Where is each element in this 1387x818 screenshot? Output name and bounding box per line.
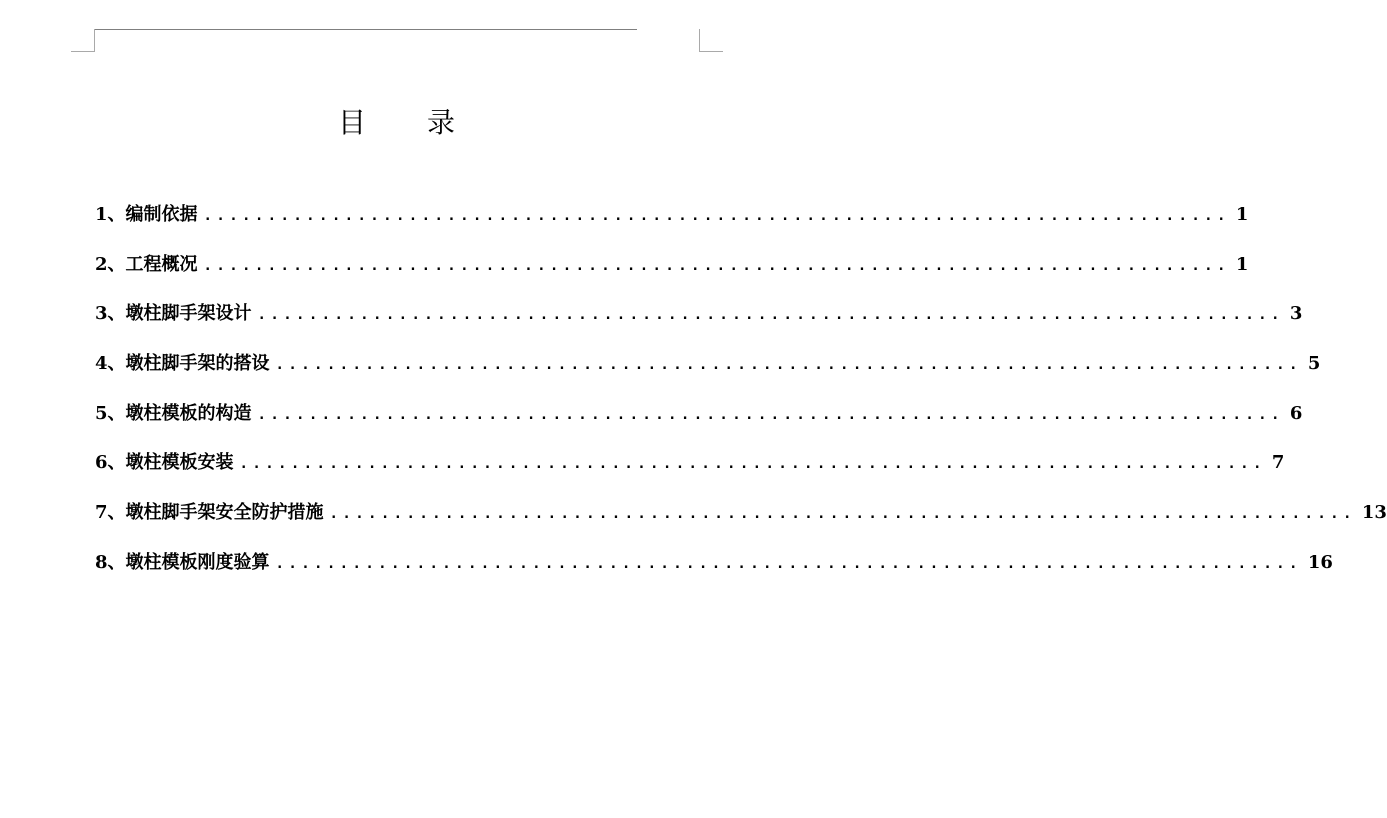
toc-entry-text: 墩柱脚手架安全防护措施	[125, 502, 324, 524]
toc-entry-page: 6	[1289, 402, 1303, 424]
toc-entry-page: 1	[1235, 204, 1249, 225]
toc-entry[interactable]	[95, 498, 1387, 548]
toc-title: 目 录	[338, 106, 481, 139]
toc-entry-page: 1	[1235, 253, 1249, 275]
toc-dot-leader: ................................................................................	[203, 257, 1230, 274]
toc-entry-text: 墩柱脚手架的搭设	[125, 353, 270, 375]
crop-mark-top-right-horizontal	[700, 51, 723, 52]
toc-entry[interactable]	[95, 399, 1303, 449]
toc-entry-number: 5、	[95, 402, 126, 424]
crop-mark-top-left-horizontal	[71, 51, 94, 52]
toc-entry-text: 工程概况	[125, 253, 198, 275]
toc-entry[interactable]	[95, 448, 1285, 498]
toc-entry-page: 5	[1307, 353, 1321, 375]
crop-mark-top-left-vertical	[94, 29, 95, 52]
toc-dot-leader: ................................................................................	[257, 307, 1284, 324]
toc-entry-number: 3、	[95, 303, 126, 325]
toc-entry-page: 7	[1271, 452, 1285, 474]
toc-entry-text: 墩柱模板的构造	[125, 402, 252, 424]
toc-entry[interactable]	[95, 299, 1303, 349]
toc-entry-number: 4、	[95, 353, 126, 375]
toc-entry-page: 16	[1307, 551, 1333, 573]
toc-dot-leader: ................................................................................	[257, 406, 1284, 423]
toc-entry-text: 墩柱模板刚度验算	[125, 551, 270, 573]
toc-entry-page: 13	[1361, 502, 1387, 524]
table-of-contents	[95, 200, 1387, 598]
toc-dot-leader: ................................................................................	[203, 208, 1230, 224]
toc-entry[interactable]	[95, 200, 1249, 250]
toc-entry[interactable]	[95, 250, 1249, 300]
toc-dot-leader: ................................................................................	[275, 555, 1302, 572]
toc-entry-number: 8、	[95, 551, 126, 573]
crop-mark-top-right-vertical	[699, 29, 700, 52]
toc-entry[interactable]	[95, 548, 1333, 598]
toc-entry-number: 2、	[95, 253, 126, 275]
toc-dot-leader: ................................................................................	[329, 506, 1356, 523]
toc-entry-number: 7、	[95, 502, 126, 524]
toc-dot-leader: ................................................................................	[275, 357, 1302, 374]
toc-entry-page: 3	[1289, 303, 1303, 325]
toc-entry[interactable]	[95, 349, 1321, 399]
toc-dot-leader: ................................................................................	[239, 456, 1266, 473]
toc-entry-number: 1、	[95, 204, 126, 225]
toc-entry-text: 墩柱脚手架设计	[125, 303, 252, 325]
header-rule	[95, 29, 637, 30]
toc-entry-text: 墩柱模板安装	[125, 452, 234, 474]
toc-entry-text: 编制依据	[125, 204, 198, 225]
toc-entry-number: 6、	[95, 452, 126, 474]
